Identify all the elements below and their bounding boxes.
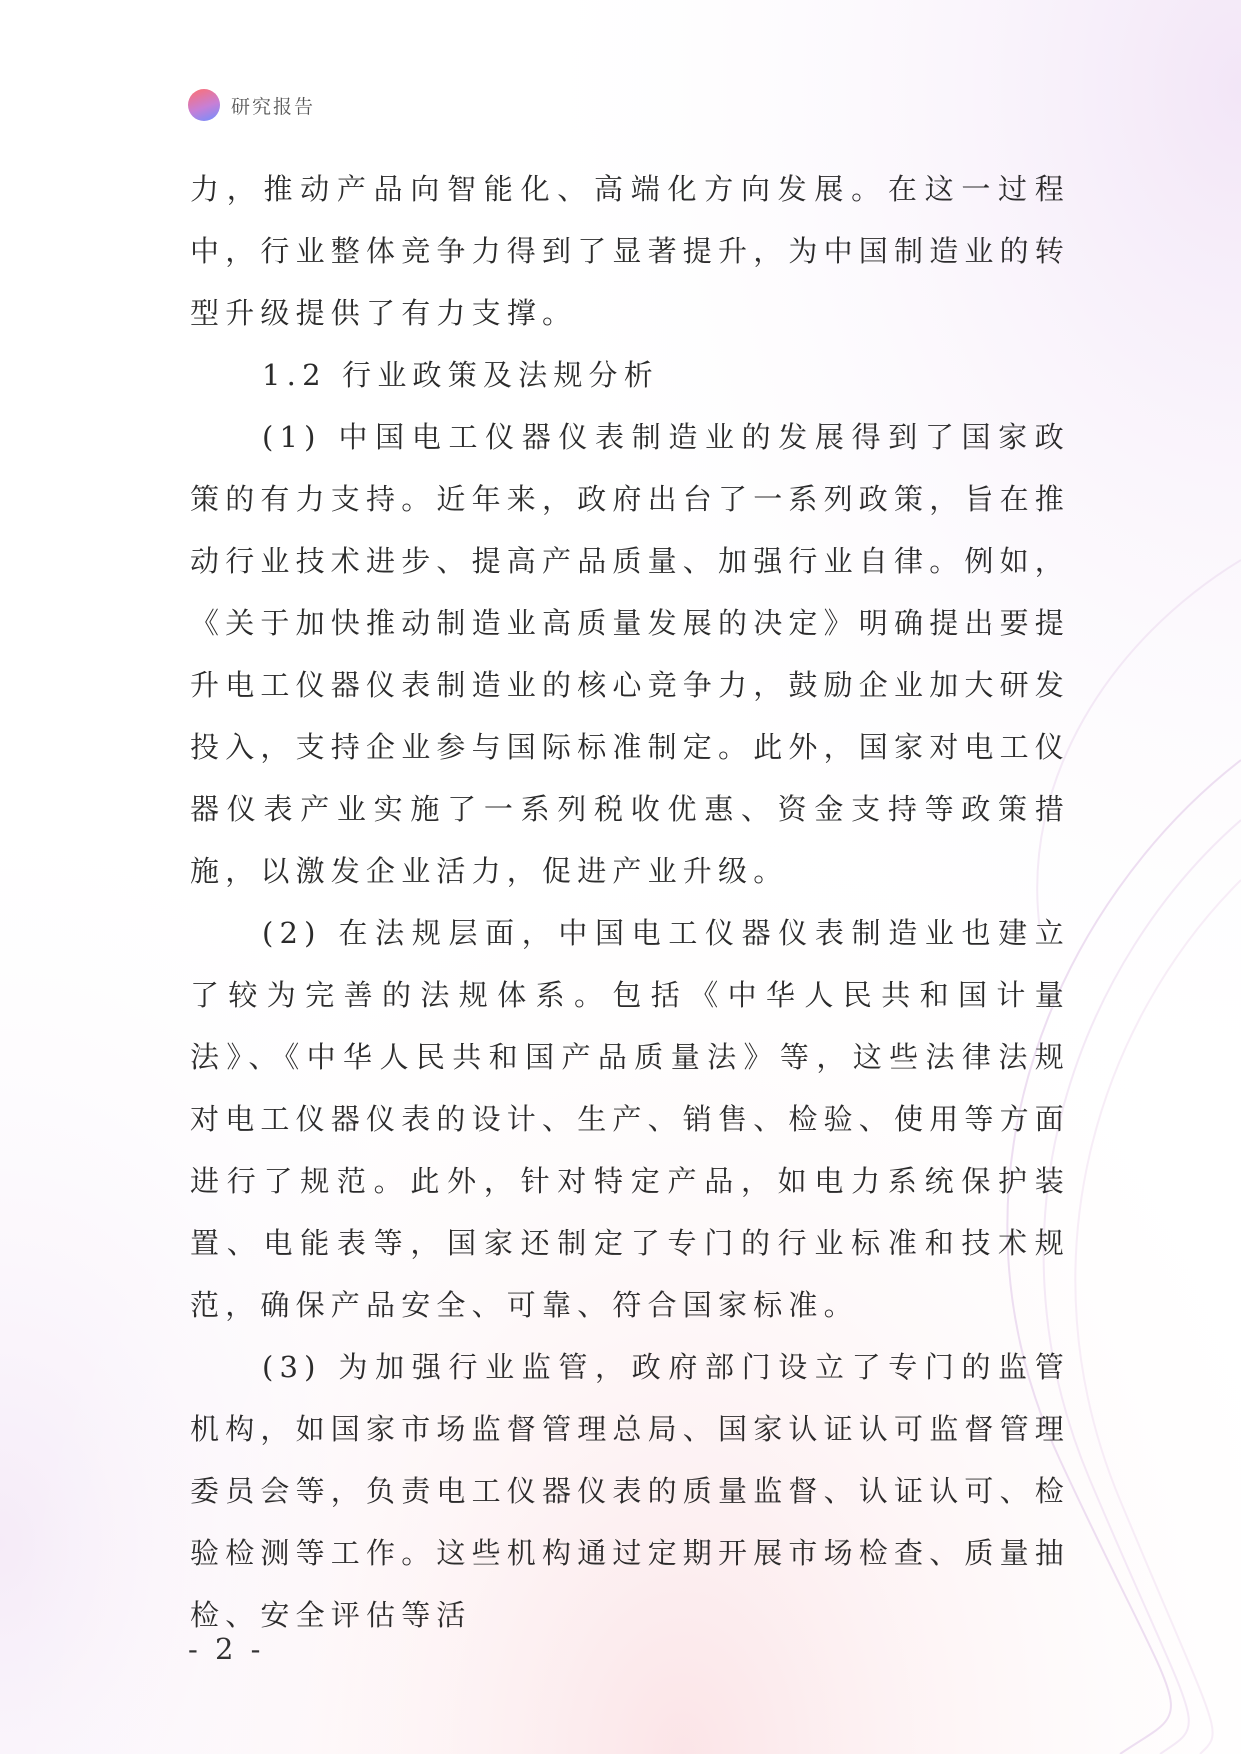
report-logo-icon — [188, 89, 220, 121]
header-title: 研究报告 — [231, 95, 316, 118]
document-body — [190, 158, 1070, 1646]
page-header — [188, 88, 315, 122]
page-number: - 2 - — [188, 1632, 265, 1666]
paragraph-policy: (1) 中国电工仪器仪表制造业的发展得到了国家政策的有力支持。近年来，政府出台了一系列政策，旨在推动行业技术进步、提高产品质量、加强行业自律。例如，《关于加快推动制造业高质量发展的决定》明确提出要提升电工仪器仪表制造业的核心竞争力，鼓励企业加大研发投入，支持企业参与国际标准制定。此外，国家对电工仪器仪表产业实施了一系列税收优惠、资金支持等政策措施，以激发企业活力，促进产业升级。 — [190, 420, 1071, 888]
paragraph-regulations: (2) 在法规层面，中国电工仪器仪表制造业也建立了较为完善的法规体系。包括《中华人民共和国计量法》、《中华人民共和国产品质量法》等，这些法律法规对电工仪器仪表的设计、生产、销售、检验、使用等方面进行了规范。此外，针对特定产品，如电力系统保护装置、电能表等，国家还制定了专门的行业标准和技术规范，确保产品安全、可靠、符合国家标准。 — [190, 916, 1071, 1322]
paragraph-continuation: 力，推动产品向智能化、高端化方向发展。在这一过程中，行业整体竞争力得到了显著提升，为中国制造业的转型升级提供了有力支撑。 — [190, 172, 1071, 330]
paragraph-supervision: (3) 为加强行业监管，政府部门设立了专门的监管机构，如国家市场监督管理总局、国家认证认可监督管理委员会等，负责电工仪器仪表的质量监督、认证认可、检验检测等工作。这些机构通过定期开展市场检查、质量抽检、安全评估等活 — [190, 1350, 1071, 1632]
section-heading: 1.2 行业政策及法规分析 — [262, 358, 659, 392]
